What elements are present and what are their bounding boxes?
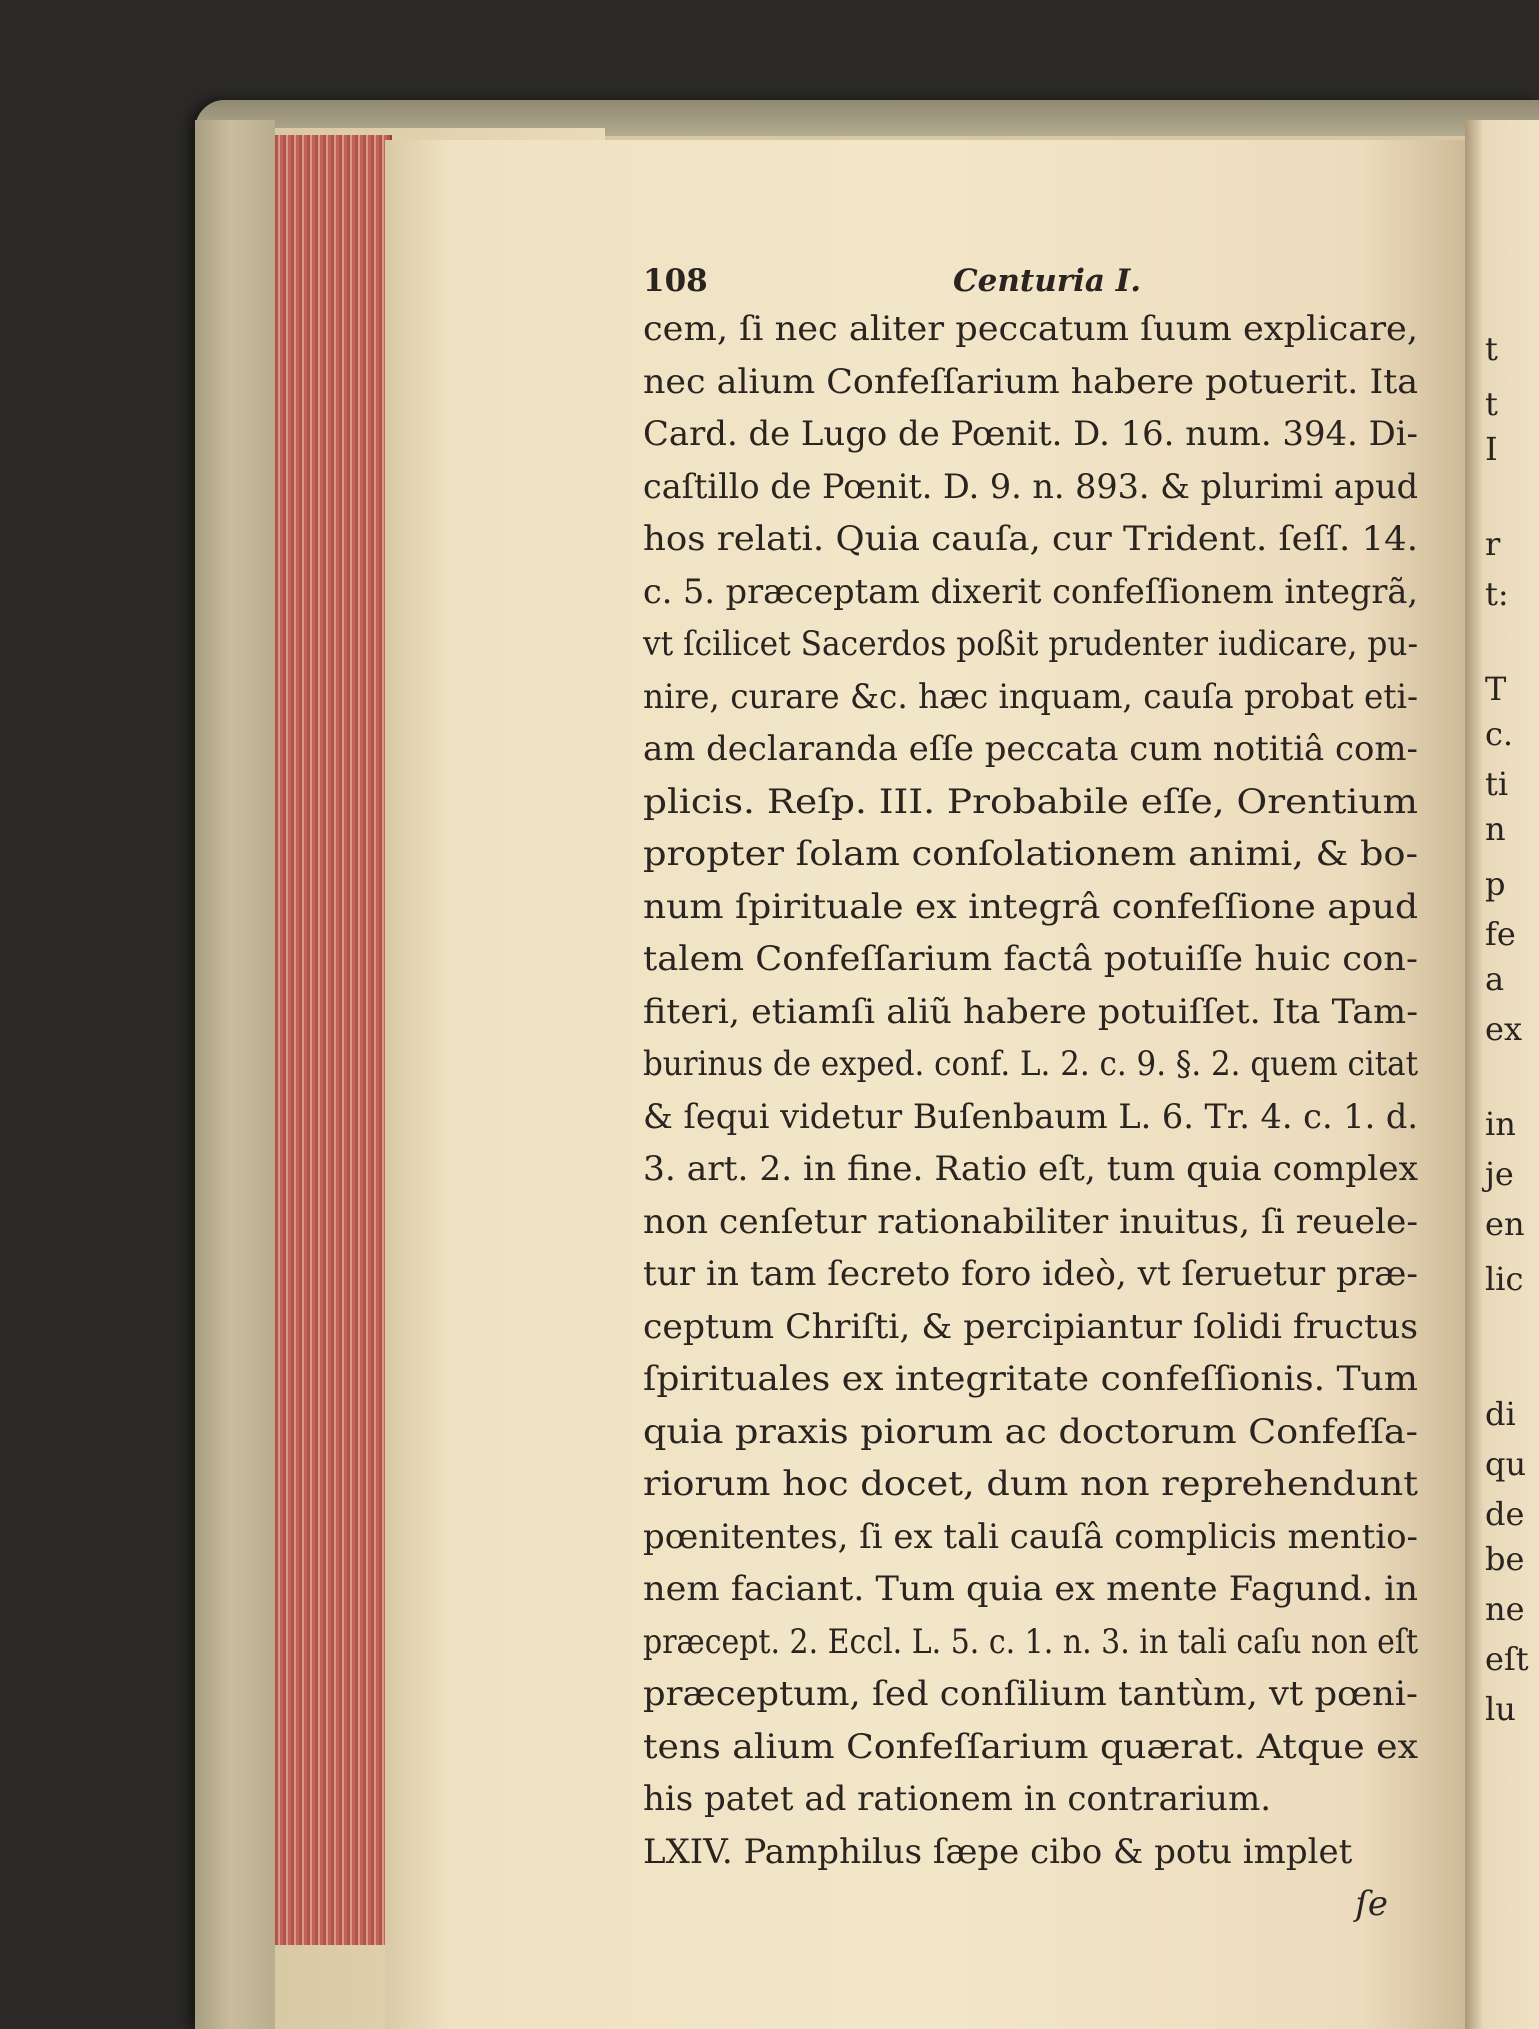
text-line <box>643 513 1418 566</box>
text-line <box>643 1826 1418 1879</box>
catchword: ſe <box>1355 1884 1388 1924</box>
text-line-content: fiteri, etiamſi aliũ habere potuiſſet. Ita Tam- <box>643 991 1418 1032</box>
text-line <box>643 1196 1418 1249</box>
facing-page-fragment: ex <box>1485 1010 1522 1048</box>
book-cover-spine <box>195 120 275 2029</box>
text-line <box>643 566 1418 619</box>
text-line <box>643 303 1418 356</box>
facing-page-fragment: ne <box>1485 1590 1525 1628</box>
red-page-edges <box>275 135 392 1945</box>
facing-page-fragment: r <box>1485 525 1501 563</box>
text-line-content: talem Confeſſarium factâ potuiſſe huic con- <box>643 939 1418 979</box>
facing-page-fragment: lic <box>1485 1260 1524 1298</box>
text-line <box>643 1301 1418 1354</box>
facing-page-fragment: t <box>1485 330 1498 368</box>
text-line-content: nem faciant. Tum quia ex mente Fagund. in <box>643 1569 1418 1609</box>
running-title: Centuria I. <box>953 263 1142 299</box>
text-line <box>643 776 1418 829</box>
facing-page-fragment: c. <box>1485 715 1514 753</box>
facing-page-fragment: de <box>1485 1495 1525 1533</box>
facing-page-fragment: n <box>1485 810 1506 848</box>
text-line-content: cem, ſi nec aliter peccatum ſuum explicare, <box>643 309 1418 349</box>
text-line <box>643 1773 1418 1826</box>
text-line <box>643 618 1418 671</box>
facing-page-fragment: eſt <box>1485 1640 1529 1678</box>
text-line-content: tur in tam ſecreto foro ideò, vt ſeruetur præ- <box>643 1254 1418 1294</box>
text-line <box>643 1038 1418 1091</box>
facing-page-fragment: qu <box>1485 1445 1527 1483</box>
text-line-content: LXIV. Pamphilus ſæpe cibo & potu implet <box>643 1831 1353 1872</box>
facing-page-fragment: in <box>1485 1105 1516 1143</box>
text-line-content: hos relati. Quia cauſa, cur Trident. ſeſſ. 14. <box>643 519 1418 559</box>
text-line <box>643 881 1418 934</box>
facing-page-fragment: je <box>1485 1155 1514 1193</box>
text-line-content: Card. de Lugo de Pœnit. D. 16. num. 394. Di- <box>643 414 1418 454</box>
facing-page-fragment: t <box>1485 385 1498 423</box>
text-line-content: num ſpirituale ex integrâ confeſſione apud <box>643 886 1418 927</box>
facing-page-fragment: T <box>1485 670 1507 708</box>
text-line-content: præceptum, ſed conſilium tantùm, vt pœni- <box>643 1674 1418 1714</box>
text-line-content: & ſequi videtur Buſenbaum L. 6. Tr. 4. c. 1. d. <box>643 1096 1418 1137</box>
text-line-content: pœnitentes, ſi ex tali cauſâ complicis mentio- <box>643 1516 1418 1557</box>
text-line-content: 3. art. 2. in fine. Ratio eſt, tum quia complex <box>643 1149 1418 1189</box>
text-line-content: nire, curare &c. hæc inquam, cauſa probat eti- <box>643 676 1418 717</box>
text-line <box>643 933 1418 986</box>
text-line <box>643 671 1418 724</box>
text-line-content: caſtillo de Pœnit. D. 9. n. 893. & plurimi apud <box>643 466 1418 507</box>
facing-page-fragment: ti <box>1485 765 1509 803</box>
text-line <box>643 1668 1418 1721</box>
facing-page-fragment: I <box>1485 430 1498 468</box>
text-line-content: tens alium Confeſſarium quærat. Atque ex <box>643 1726 1418 1767</box>
text-line-content: non cenſetur rationabiliter inuitus, ſi reuele- <box>643 1201 1418 1242</box>
text-line-content: præcept. 2. Eccl. L. 5. c. 1. n. 3. in tali caſu non eſt <box>643 1621 1418 1662</box>
text-line <box>643 1721 1418 1774</box>
text-line <box>643 1616 1418 1669</box>
facing-page-fragment: a <box>1485 960 1505 998</box>
body-text <box>643 303 1418 1878</box>
facing-page-fragment: en <box>1485 1205 1525 1243</box>
text-line <box>643 408 1418 461</box>
facing-page-fragment: be <box>1485 1540 1525 1578</box>
page-text-block <box>643 263 1418 1931</box>
text-line-content: plicis. Reſp. III. Probabile eſſe, Orentium <box>643 781 1418 822</box>
page-number: 108 <box>643 263 708 299</box>
text-line-content: riorum hoc docet, dum non reprehendunt <box>643 1464 1418 1504</box>
facing-page-fragment: t: <box>1485 575 1509 613</box>
text-line-content: nec alium Confeſſarium habere potuerit. Ita <box>643 361 1418 402</box>
text-line-content: quia praxis piorum ac doctorum Confeſſa- <box>643 1411 1418 1452</box>
text-line-content: ſpirituales ex integritate confeſſionis. Tum <box>643 1359 1418 1399</box>
facing-page-fragment: fe <box>1485 915 1516 953</box>
text-line <box>643 986 1418 1039</box>
facing-page <box>1465 120 1539 2029</box>
text-line-content: burinus de exped. conf. L. 2. c. 9. §. 2. quem citat <box>643 1044 1418 1084</box>
text-line <box>643 1406 1418 1459</box>
page-header <box>643 263 1418 303</box>
text-line-content: ceptum Chriſti, & percipiantur ſolidi fructus <box>643 1306 1418 1347</box>
text-line <box>643 1091 1418 1144</box>
text-line <box>643 1353 1418 1406</box>
text-line <box>643 1511 1418 1564</box>
text-line <box>643 461 1418 514</box>
text-line-content: his patet ad rationem in contrarium. <box>643 1779 1272 1819</box>
text-line-content: vt ſcilicet Sacerdos poßit prudenter iudicare, pu- <box>643 624 1418 664</box>
text-line <box>643 356 1418 409</box>
text-line <box>643 1143 1418 1196</box>
text-line-content: c. 5. præceptam dixerit confeſſionem integrã, <box>643 571 1418 612</box>
text-line-content: am declaranda eſſe peccata cum notitiâ com- <box>643 729 1418 769</box>
text-line <box>643 723 1418 776</box>
facing-page-fragment: lu <box>1485 1690 1516 1728</box>
text-line <box>643 1248 1418 1301</box>
text-line <box>643 828 1418 881</box>
text-line <box>643 1563 1418 1616</box>
text-line <box>643 1458 1418 1511</box>
text-line-content: propter ſolam conſolationem animi, & bo- <box>643 834 1418 874</box>
facing-page-fragment: di <box>1485 1395 1516 1433</box>
facing-page-fragment: p <box>1485 865 1506 903</box>
